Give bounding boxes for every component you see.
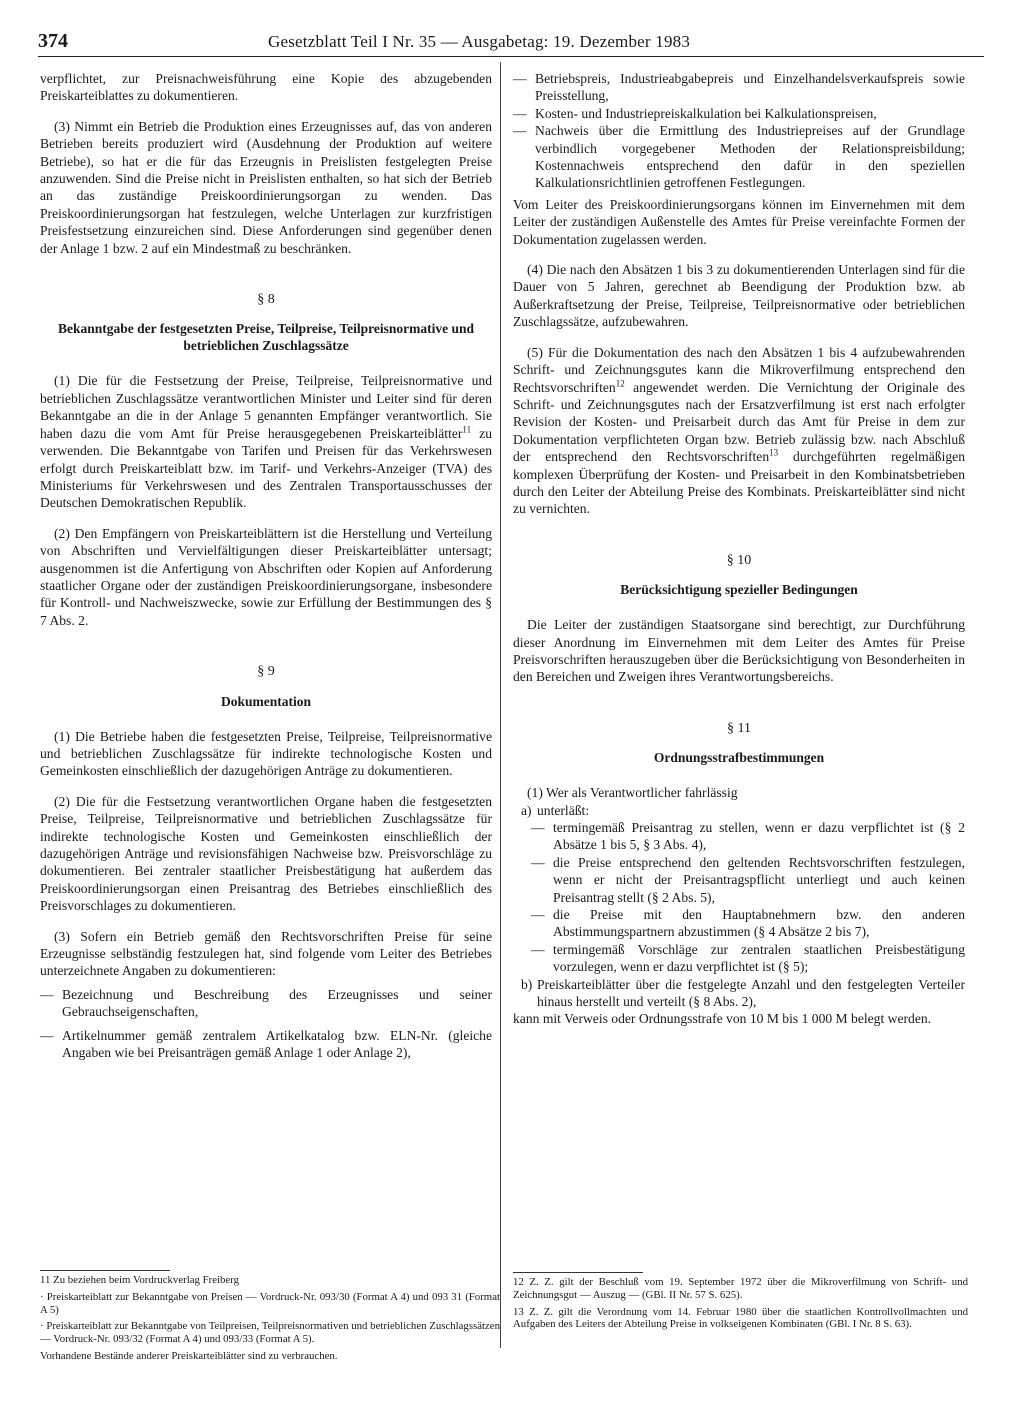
footnote-12: 12 Z. Z. gilt der Beschluß vom 19. September 1972 über die Mikroverfilmung von Schrift- und Zeichnungsgut — Auszug — (GBl. II Nr. 57 S. 625). <box>513 1276 968 1301</box>
dash-marker: — <box>40 1027 54 1043</box>
dash-marker: — <box>513 123 527 139</box>
footnote-11: 11 Zu beziehen beim Vordruckverlag Freiberg <box>40 1274 239 1286</box>
section-8-paragraph-2: (2) Den Empfängern von Preiskarteiblättern ist die Herstellung und Verteilung von Abschriften und Vervielfältigungen dieser Preiskarteiblätter untersagt; ausgenommen ist die Anfertigung von Abschriften oder Kopien auf Anforderung staatlicher Organe oder der zuständigen Preiskoordinierungsorgane, insbesondere für Kontroll- und Nachweiszwecke, sowie zur Erfüllung der Bestimmungen des § 7 Abs. 2. <box>40 525 492 628</box>
s9-p5-part-a: (5) Für die Dokumentation des nach den Absätzen 1 bis 4 aufzubewahrenden Schrift- und Zeichnungsgutes kann die Mikroverfilmung entsprechend den Rechtsvorschriften <box>513 344 965 395</box>
section-8-paragraph-1 <box>40 372 492 511</box>
s8-p1-part-b: zu verwenden. Die Bekanntgabe von Tarifen und Preisen für das Verkehrswesen erfolgt durch Preiskarteiblatt bzw. im Tarif- und Verkehrs-Anzeiger (TVA) des Ministeriums für Verkehrswesen und des Zentralen Transportausschusses der Deutschen Demokratischen Republik. <box>40 425 492 511</box>
right-column <box>513 70 965 1028</box>
section-11-number: § 11 <box>727 720 751 736</box>
gazette-title: Gesetzblatt Teil I Nr. 35 — Ausgabetag: 19. Dezember 1983 <box>268 32 691 51</box>
footnote-11-item: · Preiskarteiblatt zur Bekanntgabe von Preisen — Vordruck-Nr. 093/30 (Format A 4) und 093 31 (Format A 5) <box>40 1290 500 1316</box>
footnotes-right <box>513 1272 968 1335</box>
footnote-ref-13: 13 <box>769 447 779 458</box>
dash-marker: — <box>531 907 545 923</box>
section-11-closing: kann mit Verweis oder Ordnungsstrafe von 10 M bis 1 000 M belegt werden. <box>513 1011 932 1027</box>
s9-p5-part-b: angewendet werden. Die Vernichtung der Originale des Schrift- und Zeichnungsgutes nach der Ersatzverfilmung ist erst nach erfolgter Revision der Kosten- und Preisarbeit durch das Amt für Preise in dem zur Dokumentation verpflichteten Organ bzw. Betrieb zulässig bzw. nach Abschluß der entsprechend den Rechtsvorschriften <box>513 379 965 465</box>
list-item <box>513 854 965 906</box>
clause-a <box>513 802 965 819</box>
section-9-number: § 9 <box>257 664 275 680</box>
clause-a-text: unterläßt: <box>537 802 590 818</box>
list-item <box>40 1027 492 1062</box>
section-9-title: Dokumentation <box>220 693 311 709</box>
page-number: 374 <box>38 30 68 52</box>
dash-marker: — <box>513 105 527 121</box>
column-divider <box>500 62 501 1348</box>
clause-b-label: b) <box>521 976 533 992</box>
section-11-title: Ordnungsstrafbestimmungen <box>653 750 825 766</box>
section-8-title: Bekanntgabe der festgesetzten Preise, Teilpreise, Teilpreisnormative und betrieblichen Zuschlagssätze <box>58 321 474 354</box>
section-10-paragraph: Die Leiter der zuständigen Staatsorgane sind berechtigt, zur Durchführung dieser Anordnung im Einvernehmen mit dem Leiter des Amtes für Preise Preisvorschriften herauszugeben über die Berücksichtigung von Besonderheiten in den Bereichen und Zweigen ihres Verantwortungsbereichs. <box>513 617 965 685</box>
list-item-text: termingemäß Preisantrag zu stellen, wenn er dazu verpflichtet ist (§ 2 Absätze 1 bis 5, § 3 Abs. 4), <box>553 820 965 853</box>
list-item <box>513 819 965 854</box>
section-11-paragraph-1: (1) Wer als Verantwortlicher fahrlässig <box>527 785 738 801</box>
list-item-text: Betriebspreis, Industrieabgabepreis und Einzelhandelsverkaufspreis sowie Preisstellung, <box>535 71 965 104</box>
section-9-paragraph-2: (2) Die für die Festsetzung verantwortlichen Organe haben die festgesetzten Preise, Teilpreise, Teilpreisnormative und betrieblichen Zuschlagssätze für indirekte technologische Kosten und Gemeinkosten einschließlich der dazugehörigen Anträge und revisionsfähigen Nachweise bzw. Preisvorschläge zu dokumentieren. Bei zentraler staatlicher Preisbestätigung hat außerdem das Preiskoordinierungsorgan einen Preisantrag des Betriebes einschließlich des Preisvorschlages zu dokumentieren. <box>40 793 492 914</box>
list-item-text: Kosten- und Industriepreiskalkulation bei Kalkulationspreisen, <box>535 105 877 121</box>
footnote-11-item: · Preiskarteiblatt zur Bekanntgabe von Teilpreisen, Teilpreisnormativen und betrieblichen Zuschlagssätzen — Vordruck-Nr. 093/32 (Format A 4) und 093/33 (Format A 5). <box>40 1320 500 1346</box>
clause-b-text: Preiskarteiblätter über die festgelegte Anzahl und den festgelegten Verteiler hinaus herstellt und verteilt (§ 8 Abs. 2), <box>537 976 965 1010</box>
footnote-rule <box>40 1270 170 1271</box>
list-item-text: termingemäß Vorschläge zur zentralen staatlichen Preisbestätigung vorzulegen, wenn er dazu verpflichtet ist (§ 5); <box>553 941 965 975</box>
footnote-11-note: Vorhandene Bestände anderer Preiskarteiblätter sind zu verbrauchen. <box>40 1349 338 1362</box>
paragraph-leiter: Vom Leiter des Preiskoordinierungsorgans können im Einvernehmen mit dem Leiter der zuständigen Außenstelle des Amtes für Preise vereinfachte Formen der Dokumentation zugelassen werden. <box>513 196 965 247</box>
list-item-text: Nachweis über die Ermittlung des Industriepreises auf der Grundlage verbindlich vorgegebener Methoden der Relationspreisbildung; Kostennachweis entsprechend den dafür in den speziellen Kalkulationsrichtlinien getroffenen Festlegungen. <box>535 123 965 191</box>
dash-marker: — <box>40 986 54 1002</box>
dash-marker: — <box>531 854 545 870</box>
clause-a-label: a) <box>521 802 532 818</box>
s9-p5-part-c: durchgeführten regelmäßigen komplexen Überprüfung der Kosten- und Preisarbeit in den Kombinatsbetrieben durch den Leiter der Abteilung Preise des Kombinats. Preiskarteiblätter sind nicht zu vernichten. <box>513 449 965 517</box>
list-item <box>513 105 965 122</box>
footnote-rule <box>513 1272 643 1273</box>
clause-b <box>513 976 965 1011</box>
header-rule <box>38 56 984 57</box>
footnotes-left <box>40 1270 500 1367</box>
dash-marker: — <box>513 71 527 86</box>
section-9-paragraph-4: (4) Die nach den Absätzen 1 bis 3 zu dokumentierenden Unterlagen sind für die Dauer von 5 Jahren, gerechnet ab Beendigung der Produktion bzw. ab Außerkraftsetzung der Preise, Teilpreise, Teilpreisnormative oder betrieblichen Zuschlagssätze, aufzubewahren. <box>513 262 965 330</box>
footnote-ref-11: 11 <box>462 424 472 435</box>
left-column <box>40 70 492 1061</box>
section-9-paragraph-3: (3) Sofern ein Betrieb gemäß den Rechtsvorschriften Preise für seine Erzeugnisse selbständig festzulegen hat, sind folgende vom Leiter des Betriebes unterzeichnete Angaben zu dokumentieren: <box>40 928 492 979</box>
list-item-text: Bezeichnung und Beschreibung des Erzeugnisses und seiner Gebrauchseigenschaften, <box>62 986 492 1020</box>
list-item <box>513 941 965 976</box>
paragraph-7-3: (3) Nimmt ein Betrieb die Produktion eines Erzeugnisses auf, das von anderen Betrieben bereits produziert wird (Ausdehnung der Produktion auf weitere Betriebe), so hat er die für das Erzeugnis in Preislisten festgelegten Preise anzuwenden. Sind die Preise nicht in Preislisten enthalten, so hat sich der Betrieb an das zuständige Preiskoordinierungsorgan zu wenden. Das Preiskoordinierungsorgan hat festzulegen, welche Unterlagen zur kurzfristigen Preisfestsetzung einzureichen sind. Diese Anforderungen sind gegenüber denen der Anlage 1 bzw. 2 auf ein Mindestmaß zu beschränken. <box>40 118 492 256</box>
page-header <box>38 30 988 54</box>
list-item-text: die Preise entsprechend den geltenden Rechtsvorschriften festzulegen, wenn er nicht der Preisantragspflicht unterliegt und auch keinen Preisantrag stellt (§ 2 Abs. 5), <box>553 854 965 905</box>
section-10-number: § 10 <box>726 552 752 568</box>
dash-marker: — <box>531 941 545 957</box>
footnote-ref-12: 12 <box>615 377 625 388</box>
section-10-title: Berücksichtigung spezieller Bedingungen <box>620 582 858 598</box>
list-item <box>513 122 965 192</box>
section-9-paragraph-1: (1) Die Betriebe haben die festgesetzten Preise, Teilpreise, Teilpreisnormative und betrieblichen Zuschlagssätze für indirekte technologische Kosten und Gemeinkosten einschließlich der dazugehörigen Anträge zu dokumentieren. <box>40 728 492 779</box>
list-item <box>40 986 492 1021</box>
list-item-text: die Preise mit den Hauptabnehmern bzw. den anderen Abstimmungspartnern abzustimmen (§ 4 Absätze 2 bis 7), <box>553 907 965 940</box>
section-9-paragraph-5 <box>513 344 965 518</box>
s8-p1-part-a: (1) Die für die Festsetzung der Preise, Teilpreise, Teilpreisnormative und betrieblichen Zuschlagssätze verantwortlichen Minister und Leiter sind für deren Bekanntgabe an die in der Anlage 5 genannten Empfänger verantwortlich. Sie haben dazu die vom Amt für Preise herausgegebenen Preiskarteiblätter <box>40 373 492 441</box>
footnote-13: 13 Z. Z. gilt die Verordnung vom 14. Februar 1980 über die staatlichen Kontrollvollmachten und Aufgaben des Leiters der Abteilung Preise in volkseigenen Kombinaten (GBl. I Nr. 8 S. 63). <box>513 1305 968 1331</box>
list-item-text: Artikelnummer gemäß zentralem Artikelkatalog bzw. ELN-Nr. (gleiche Angaben wie bei Preisanträgen gemäß Anlage 1 oder Anlage 2), <box>62 1027 492 1061</box>
continued-paragraph: verpflichtet, zur Preisnachweisführung eine Kopie des abzugebenden Preiskarteiblattes zu dokumentieren. <box>40 71 492 104</box>
list-item <box>513 906 965 941</box>
list-item <box>513 70 965 105</box>
section-8-number: § 8 <box>257 292 275 308</box>
dash-marker: — <box>531 820 545 835</box>
